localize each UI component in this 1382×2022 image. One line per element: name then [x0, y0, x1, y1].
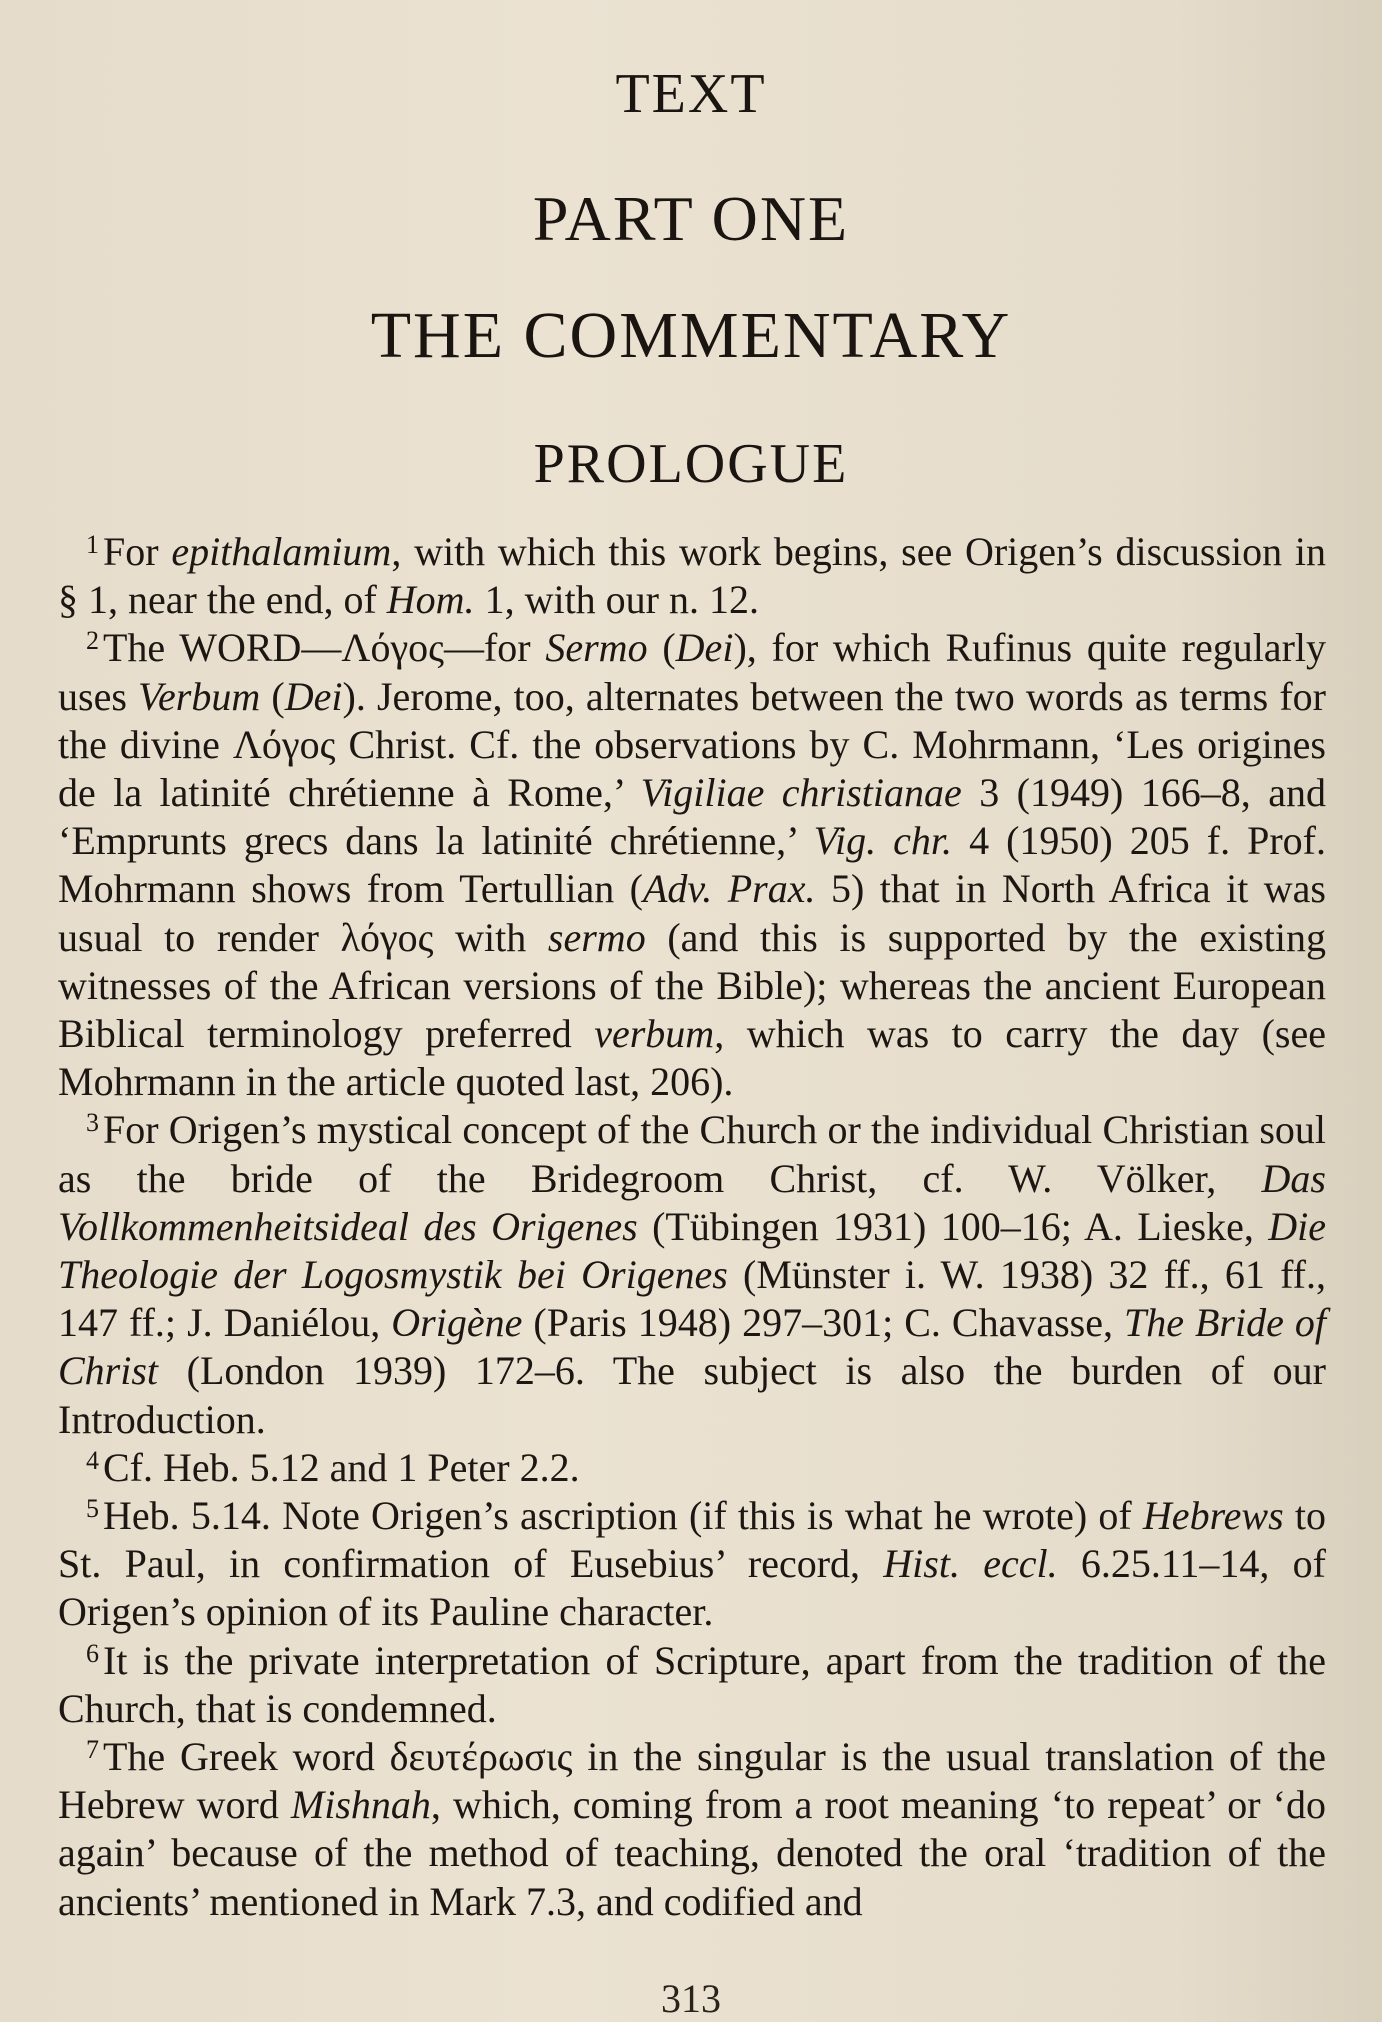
note-text: Heb. 5.14. Note Origen’s ascription (if this is what he wrote) of — [103, 1493, 1143, 1539]
note-1 — [58, 528, 1326, 624]
note-italic: epithalamium — [171, 529, 392, 574]
note-text: to St. Paul, in confirmation of Eusebius’ record, — [58, 1493, 1326, 1587]
note-italic: Das Vollkommenheitsideal des Origenes — [58, 1155, 1326, 1249]
note-italic: Hom. — [386, 577, 475, 623]
note-italic: Adv. Prax. — [643, 866, 816, 912]
note-text: (Paris 1948) 297–301; C. Chavasse, — [522, 1300, 1124, 1346]
note-text: For — [103, 529, 172, 574]
section-title: THE COMMENTARY — [370, 299, 1012, 372]
note-italic: Vigiliae christianae — [640, 770, 962, 816]
note-text: (Tübingen 1931) 100–16; A. Lieske, — [637, 1203, 1269, 1249]
note-text: , which, coming from a root meaning ‘to repeat’ or ‘do again’ because of the method of teaching, denoted the oral ‘tradition of the ancients’ mentioned in Mark 7.3, and codified and — [58, 1782, 1326, 1924]
part-title: PART ONE — [532, 183, 850, 254]
note-text: ( — [260, 673, 285, 719]
footnotes-body — [58, 528, 1326, 1926]
note-text: (and this is supported by the existing witnesses of the African versions of the Bible); whereas the ancient European Biblical terminology preferred — [58, 914, 1327, 1057]
note-number: 1 — [86, 530, 99, 559]
note-number: 3 — [86, 1108, 99, 1138]
note-text: ( — [647, 625, 676, 671]
note-text: The WORD—Λόγος—for — [103, 625, 546, 671]
note-3 — [58, 1106, 1326, 1443]
note-number: 2 — [86, 626, 99, 656]
note-6 — [58, 1637, 1326, 1733]
note-number: 7 — [86, 1735, 99, 1765]
running-title: TEXT — [615, 63, 767, 125]
note-text: ). Jerome, too, alternates between the two words as terms for the divine Λόγος Christ. Cf. the observations by C. Mohrmann, ‘Les origines de la latinité chrétienne à Rome,’ — [58, 673, 1326, 816]
note-text: , which was to carry the day (see Mohrmann in the article quoted last, 206). — [58, 1011, 1326, 1105]
note-text: , with which this work begins, see Origen’s discussion in § 1, near the end, of — [58, 529, 1326, 623]
note-text: It is the private interpretation of Scripture, apart from the tradition of the Church, that is condemned. — [58, 1637, 1326, 1731]
note-7 — [58, 1733, 1326, 1926]
note-text: 5) that in North Africa it was usual to render λόγος with — [58, 866, 1326, 960]
note-italic: Mishnah — [290, 1782, 431, 1828]
note-italic: Vig. chr. — [813, 818, 953, 864]
note-italic: Sermo — [545, 625, 648, 671]
note-italic: Verbum — [138, 673, 261, 719]
note-italic: The Bride of Christ — [58, 1300, 1326, 1394]
note-4 — [58, 1444, 1326, 1492]
note-italic: sermo — [547, 914, 646, 960]
note-text: The Greek word δευτέρωσις in the singular is the usual translation of the Hebrew word — [58, 1734, 1326, 1828]
note-italic: Hist. eccl. — [883, 1541, 1058, 1587]
page-number: 313 — [661, 1976, 721, 2021]
note-italic: Hebrews — [1142, 1493, 1284, 1539]
note-text: Cf. Heb. 5.12 and 1 Peter 2.2. — [103, 1444, 580, 1490]
note-italic: Dei — [284, 673, 343, 719]
note-text: 6.25.11–14, of Origen’s opinion of its Pauline character. — [58, 1541, 1326, 1635]
note-2 — [58, 624, 1326, 1106]
note-text: ), for which Rufinus quite regularly uses — [58, 625, 1326, 719]
note-text: For Origen’s mystical concept of the Church or the individual Christian soul as the bride of the Bridegroom Christ, cf. W. Völker, — [58, 1107, 1326, 1201]
note-italic: Origène — [391, 1300, 523, 1346]
note-5 — [58, 1492, 1326, 1637]
note-text: 4 (1950) 205 f. Prof. Mohrmann shows from Tertullian ( — [58, 818, 1326, 912]
note-number: 5 — [86, 1494, 99, 1524]
note-number: 4 — [86, 1445, 99, 1475]
note-text: 3 (1949) 166–8, and ‘Emprunts grecs dans la latinité chrétienne,’ — [58, 770, 1326, 864]
note-italic: verbum — [594, 1011, 715, 1057]
note-italic: Dei — [675, 625, 734, 671]
note-italic: Die Theologie der Logosmystik bei Origenes — [58, 1203, 1326, 1298]
note-number: 6 — [86, 1638, 99, 1668]
note-text: 1, with our n. 12. — [474, 577, 759, 623]
chapter-title: PROLOGUE — [533, 433, 849, 495]
note-text: (Münster i. W. 1938) 32 ff., 61 ff., 147 ff.; J. Daniélou, — [58, 1252, 1326, 1346]
note-text: (London 1939) 172–6. The subject is also the burden of our Introduction. — [58, 1348, 1326, 1442]
